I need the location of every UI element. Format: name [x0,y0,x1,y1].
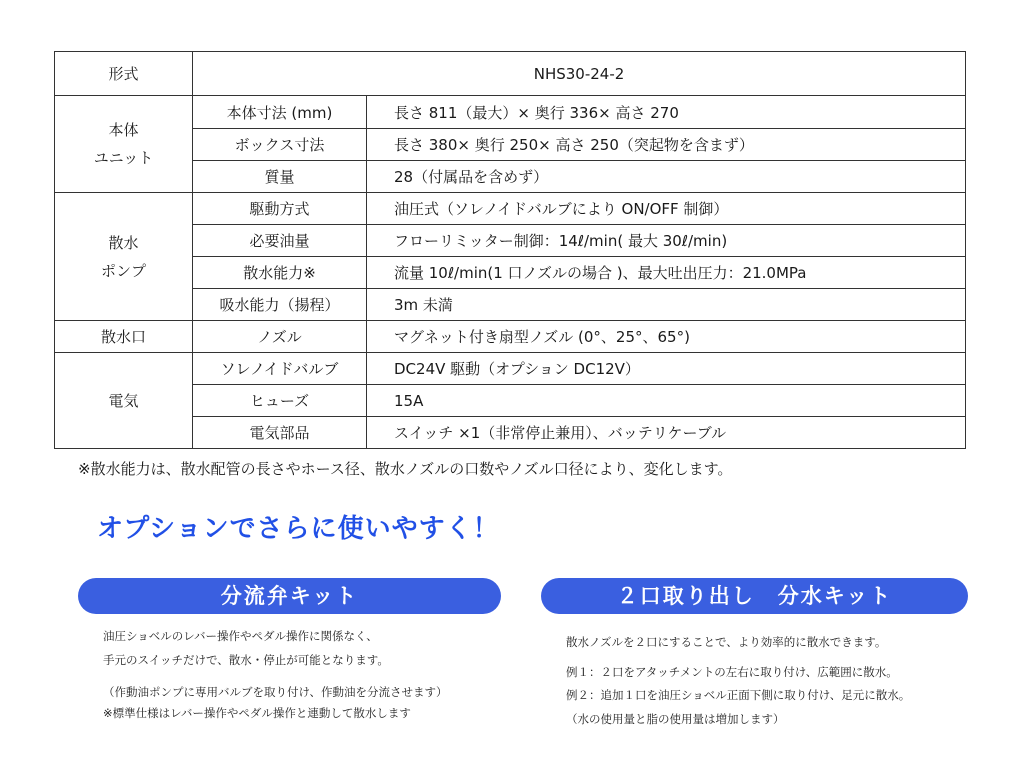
table-row [55,96,966,129]
item-value: マグネット付き扇型ノズル (0°、25°、65°) [367,321,966,353]
item-value: 3m 未満 [367,289,966,321]
description-line: （作動油ポンプに専用バルブを取り付け、作動油を分流させます） [103,685,448,699]
description-line: 散水ノズルを２口にすることで、より効率的に散水できます。 [566,635,887,649]
group-label-unit: 本体 ユニット [55,96,193,193]
item-label: 散水能力※ [193,257,367,289]
group-label-outlet: 散水口 [55,321,193,353]
description-line: 例１：２口をアタッチメントの左右に取り付け、広範囲に散水。 [566,665,898,679]
option-title-diverter-kit: 分流弁キット [78,578,501,614]
item-label: ボックス寸法 [193,129,367,161]
model-value: NHS30-24-2 [193,52,966,96]
group-label-electric: 電気 [55,353,193,449]
description-line: 手元のスイッチだけで、散水・停止が可能となります。 [103,653,389,667]
item-value: フローリミッター制御：14ℓ/min( 最大 30ℓ/min) [367,225,966,257]
footnote: ※散水能力は、散水配管の長さやホース径、散水ノズルの口数やノズル口径により、変化します。 [78,460,733,478]
item-label: 必要油量 [193,225,367,257]
model-label: 形式 [55,52,193,96]
item-value: 長さ 380× 奥行 250× 高さ 250（突起物を含まず） [367,129,966,161]
table-row [55,52,966,96]
item-label: 電気部品 [193,417,367,449]
options-headline: オプションでさらに使いやすく！ [97,514,500,544]
table-row [55,193,966,225]
group-label-pump: 散水 ポンプ [55,193,193,321]
description-line: ※標準仕様はレバー操作やペダル操作と連動して散水します [103,706,411,720]
table-row [55,321,966,353]
item-value: 流量 10ℓ/min(1 口ノズルの場合 )、最大吐出圧力：21.0MPa [367,257,966,289]
table-row [55,353,966,385]
item-label: 質量 [193,161,367,193]
item-label: ヒューズ [193,385,367,417]
item-value: 油圧式（ソレノイドバルブにより ON/OFF 制御） [367,193,966,225]
item-label: 本体寸法 (mm) [193,96,367,129]
item-label: ソレノイドバルブ [193,353,367,385]
item-value: 長さ 811（最大）× 奥行 336× 高さ 270 [367,96,966,129]
description-line: 油圧ショベルのレバー操作やペダル操作に関係なく、 [103,629,378,643]
description-line: （水の使用量と脂の使用量は増加します） [566,712,785,726]
item-label: 駆動方式 [193,193,367,225]
option-title-split-kit: ２口取り出し 分水キット [541,578,968,614]
item-value: 28（付属品を含めず） [367,161,966,193]
item-label: ノズル [193,321,367,353]
item-value: DC24V 駆動（オプション DC12V） [367,353,966,385]
item-label: 吸水能力（揚程） [193,289,367,321]
description-line: 例２：追加１口を油圧ショベル正面下側に取り付け、足元に散水。 [566,688,911,702]
item-value: スイッチ ×1（非常停止兼用）、バッテリケーブル [367,417,966,449]
item-value: 15A [367,385,966,417]
spec-table [54,51,966,449]
